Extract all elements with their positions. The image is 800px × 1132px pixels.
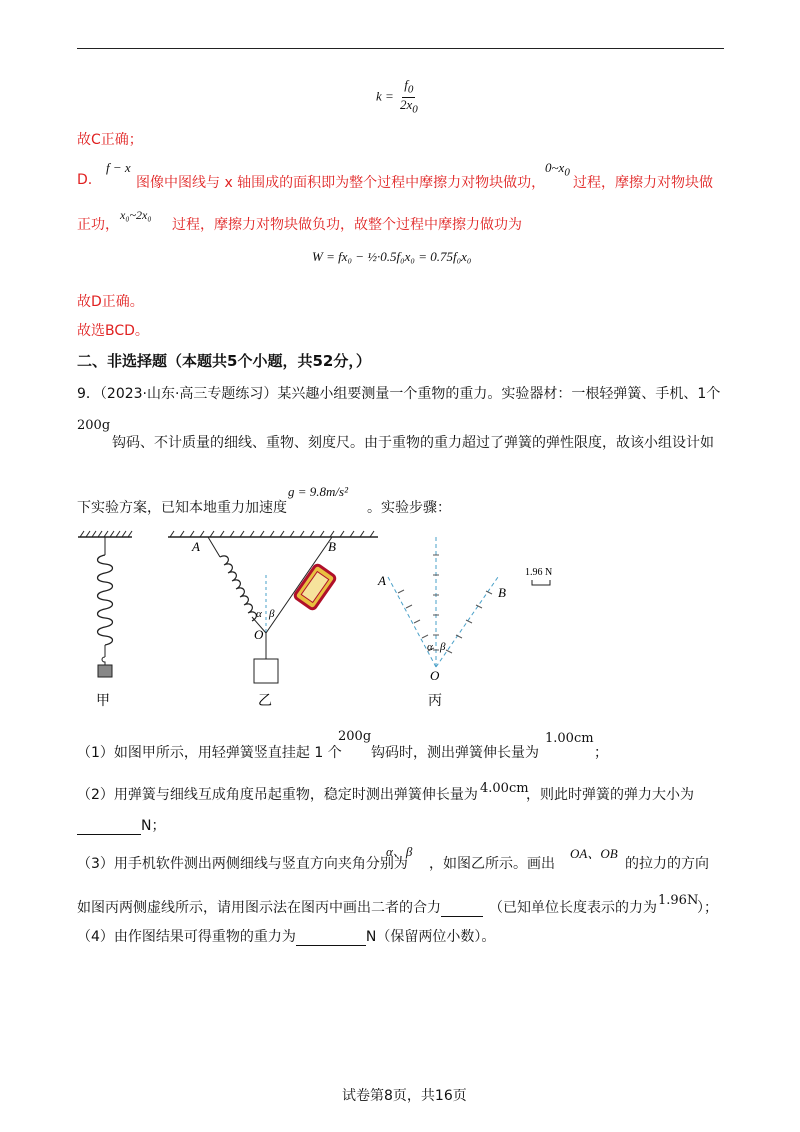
answer: 故选BCD。 xyxy=(77,323,149,339)
fig-yi-B: B xyxy=(328,539,336,554)
step3-text-d xyxy=(77,897,483,917)
formula-k-lhs: k = xyxy=(376,88,394,104)
fig-bing-O: O xyxy=(430,668,440,683)
d-line2-text: 过程，摩擦力对物块做负功，故整个过程中摩擦力做功为 xyxy=(172,217,522,233)
step3-angles: α、β xyxy=(386,844,413,859)
formula-k-num: f xyxy=(404,77,408,92)
q9-line3b: 。实验步骤： xyxy=(367,500,451,516)
d-line2-start: 正功， xyxy=(77,217,119,233)
figure-yi xyxy=(168,531,378,709)
step1-length: 1.00cm xyxy=(545,731,594,746)
fig-yi-alpha: α xyxy=(256,608,262,620)
experiment-figures xyxy=(70,525,630,715)
fig-yi-beta: β xyxy=(269,608,275,620)
step3-text-f: ）； xyxy=(697,900,718,916)
page-footer: 试卷第8页，共16页 xyxy=(342,1088,467,1104)
figure-bing xyxy=(377,537,552,709)
step3-d-text: 如图丙两侧虚线所示，请用图示法在图丙中画出二者的合力 xyxy=(77,900,441,916)
figure-jia xyxy=(78,531,132,709)
fig-yi-A: A xyxy=(192,539,200,554)
q9-g-value: g = 9.8m/s² xyxy=(288,484,348,499)
fig-yi-O: O xyxy=(254,627,264,642)
step1-text-b: 钩码时，测出弹簧伸长量为 xyxy=(371,745,539,761)
formula-k xyxy=(376,78,420,116)
step2-length: 4.00cm xyxy=(480,781,529,796)
step4-blank[interactable] xyxy=(296,931,366,946)
fig-bing-A: A xyxy=(378,573,386,588)
fig-label-bing: 丙 xyxy=(428,694,442,709)
step3-text-a: （3）用手机软件测出两侧细线与竖直方向夹角分别为 xyxy=(77,856,408,872)
step1-text-a: （1）如图甲所示，用轻弹簧竖直挂起 1 个 xyxy=(77,745,342,761)
step4-text-b: N（保留两位小数）。 xyxy=(365,929,496,945)
fig-bing-alpha: α xyxy=(427,641,433,653)
step3-unit: 1.96N xyxy=(658,893,699,908)
scale-label: 1.96 N xyxy=(525,567,553,578)
step3-blank[interactable] xyxy=(441,902,483,917)
step2-unit: N； xyxy=(141,818,166,834)
formula-w: W = fx₀ − ½·0.5f₀x₀ = 0.75f₀x₀ xyxy=(312,249,472,264)
step2-answer xyxy=(77,815,165,835)
step3-text-c: 的拉力的方向 xyxy=(625,856,709,872)
section-title: 二、非选择题（本题共5个小题，共52分，） xyxy=(77,352,371,370)
step1-mass: 200g xyxy=(338,729,372,744)
d-line1-range-sub: 0 xyxy=(564,166,570,179)
step4 xyxy=(77,926,495,946)
d-fx: f − x xyxy=(106,160,131,175)
d-line1-range-text: 0~x xyxy=(545,160,565,175)
formula-k-num-sub: 0 xyxy=(407,83,414,96)
step2-text-a: （2）用弹簧与细线互成角度吊起重物，稳定时测出弹簧伸长量为 xyxy=(77,787,478,803)
fig-label-jia: 甲 xyxy=(96,694,110,709)
formula-k-den-sub: 0 xyxy=(412,103,418,116)
top-rule xyxy=(77,48,724,49)
q9-line2: 钩码、不计质量的细线、重物、刻度尺。由于重物的重力超过了弹簧的弹性限度，故该小组设计如 xyxy=(112,435,714,451)
step2-blank[interactable] xyxy=(77,820,141,835)
d-line1-tail: 过程，摩擦力对物块做 xyxy=(573,175,713,191)
q9-line3a: 下实验方案，已知本地重力加速度 xyxy=(77,500,287,516)
step3-lines: OA、OB xyxy=(570,846,618,861)
formula-k-den: 2x xyxy=(399,96,413,112)
q9-line1: 9．（2023·山东·高三专题练习）某兴趣小组要测量一个重物的重力。实验器材：一根轻弹簧、手机、1个 xyxy=(77,386,721,402)
formula-k-fraction xyxy=(398,78,420,116)
fig-label-yi: 乙 xyxy=(258,694,272,709)
step4-text-a: （4）由作图结果可得重物的重力为 xyxy=(77,929,296,945)
step2-text-b: ，则此时弹簧的弹力大小为 xyxy=(526,787,694,803)
d-line2-range: x₀~2x₀ xyxy=(120,208,152,222)
step3-text-b: ，如图乙所示。画出 xyxy=(429,856,555,872)
step1-text-c: ； xyxy=(594,745,608,761)
c-conclusion: 故C正确； xyxy=(77,132,143,148)
q9-mass: 200g xyxy=(77,418,111,433)
d-label: D. xyxy=(77,172,93,188)
d-conclusion: 故D正确。 xyxy=(77,294,144,310)
fig-bing-B: B xyxy=(498,585,506,600)
step3-text-e: （已知单位长度表示的力为 xyxy=(489,900,657,916)
fig-bing-beta: β xyxy=(440,641,446,653)
d-line1-text: 图像中图线与 x 轴围成的面积即为整个过程中摩擦力对物块做功， xyxy=(136,175,546,191)
d-line1-range xyxy=(545,160,570,179)
